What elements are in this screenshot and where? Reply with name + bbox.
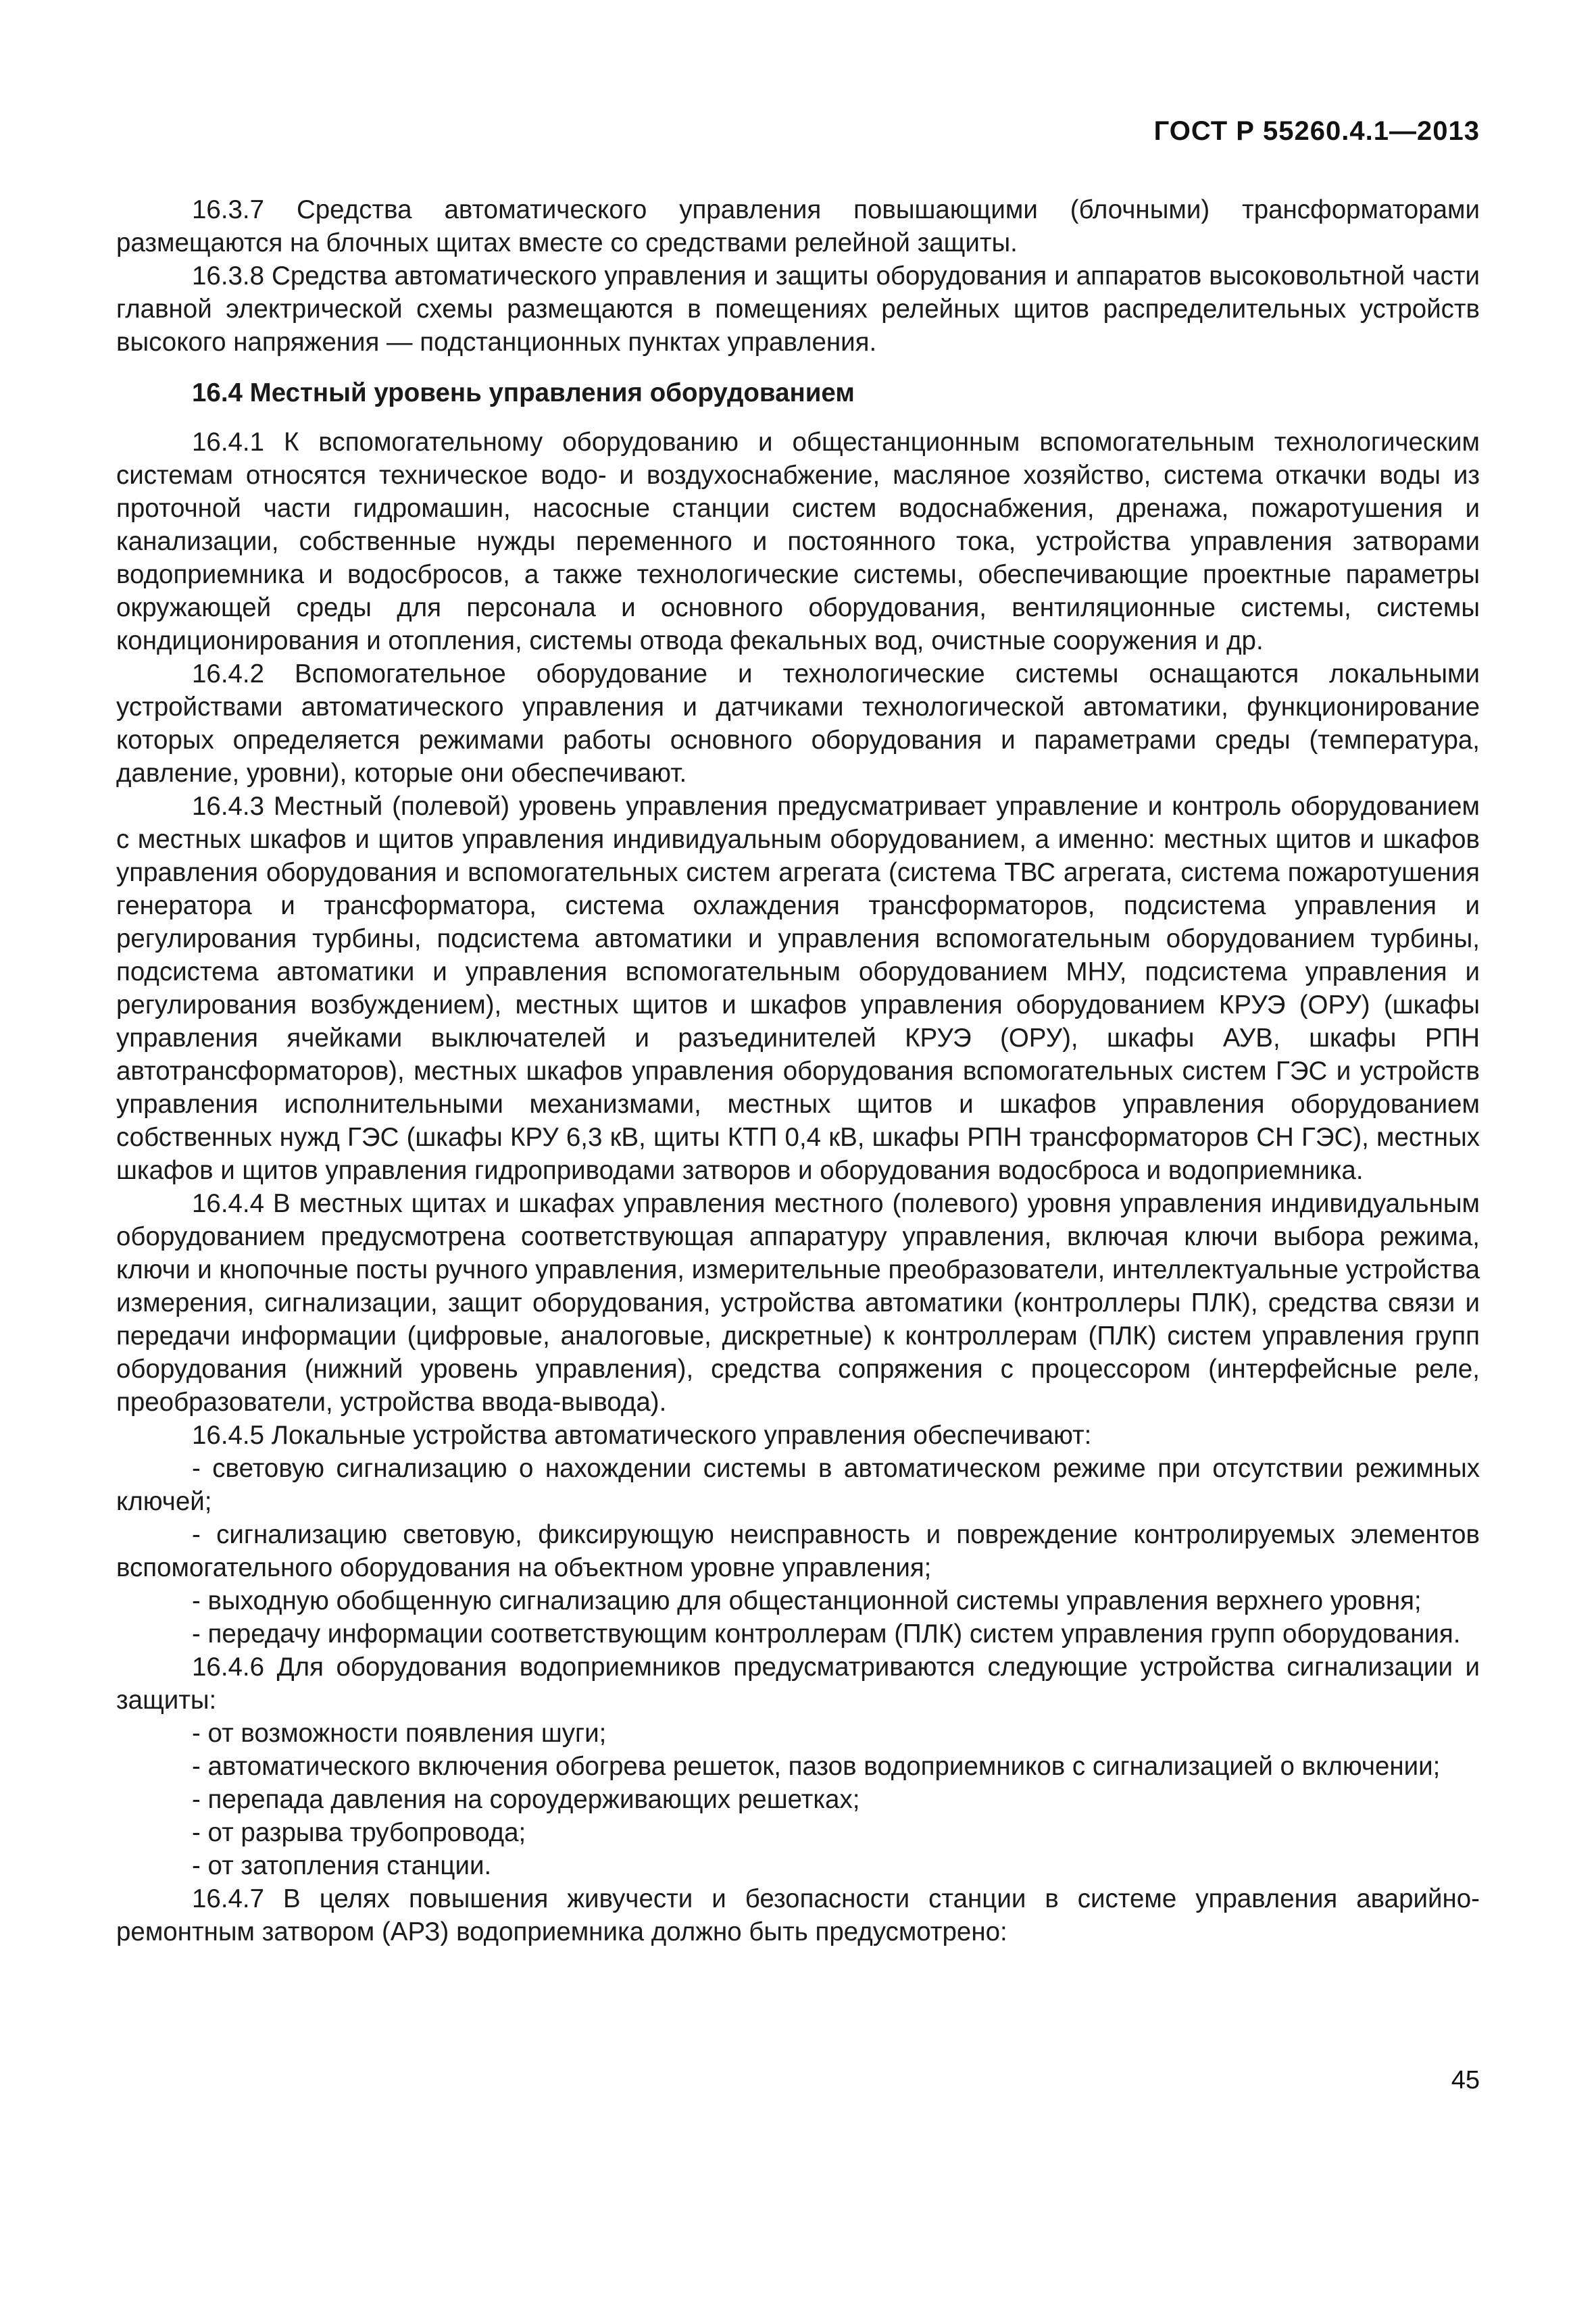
list-item: - от затопления станции. [192, 1851, 492, 1880]
list-item: - сигнализацию световую, фиксирующую неисправность и повреждение контролируемых элементов вспомогательного оборудования на объектном уровне управления; [116, 1520, 1480, 1582]
paragraph-16-3-7: 16.3.7 Средства автоматического управления повышающими (блочными) трансформаторами размещаются на блочных щитах вместе со средствами релейной защиты. [116, 195, 1480, 257]
page-number: 45 [1451, 2066, 1480, 2094]
document-standard-number: ГОСТ Р 55260.4.1—2013 [1153, 116, 1480, 146]
list-item: - от разрыва трубопровода; [192, 1818, 526, 1847]
paragraph-16-4-6: 16.4.6 Для оборудования водоприемников предусматриваются следующие устройства сигнализации и защиты: [116, 1653, 1480, 1715]
paragraph-16-4-7: 16.4.7 В целях повышения живучести и безопасности станции в системе управления аварийно-ремонтным затвором (АРЗ) водоприемника должно быть предусмотрено: [116, 1884, 1480, 1946]
paragraph-16-4-5: 16.4.5 Локальные устройства автоматического управления обеспечивают: [192, 1421, 1092, 1450]
list-item: - перепада давления на сороудерживающих решетках; [192, 1785, 860, 1814]
list-item: - световую сигнализацию о нахождении системы в автоматическом режиме при отсутствии режимных ключей; [116, 1454, 1480, 1516]
list-item: - от возможности появления шуги; [192, 1719, 607, 1748]
list-item: - выходную обобщенную сигнализацию для общестанционной системы управления верхнего уровня; [192, 1586, 1422, 1615]
document-body [116, 193, 1480, 1948]
paragraph-16-4-2: 16.4.2 Вспомогательное оборудование и технологические системы оснащаются локальными устройствами автоматического управления и датчиками технологической автоматики, функционирование которых определяется режимами работы основного оборудования и параметрами среды (температура, давление, уровни), которые они обеспечивают. [116, 659, 1480, 788]
list-item: - передачу информации соответствующим контроллерам (ПЛК) систем управления групп оборудования. [192, 1619, 1461, 1649]
paragraph-16-3-8: 16.3.8 Средства автоматического управления и защиты оборудования и аппаратов высоковольтной части главной электрической схемы размещаются в помещениях релейных щитов распределительных устройств высокого напряжения — подстанционных пунктах управления. [116, 261, 1480, 357]
list-item: - автоматического включения обогрева решеток, пазов водоприемников с сигнализацией о включении; [192, 1752, 1441, 1781]
paragraph-16-4-4: 16.4.4 В местных щитах и шкафах управления местного (полевого) уровня управления индивидуальным оборудованием предусмотрена соответствующая аппаратуру управления, включая ключи выбора режима, ключи и кнопочные посты ручного управления, измерительные преобразователи, интеллектуальные устройства измерения, сигнализации, защит оборудования, устройства автоматики (контроллеры ПЛК), средства связи и передачи информации (цифровые, аналоговые, дискретные) к контроллерам (ПЛК) систем управления групп оборудования (нижний уровень управления), средства сопряжения с процессором (интерфейсные реле, преобразователи, устройства ввода-вывода). [116, 1189, 1480, 1417]
paragraph-16-4-3: 16.4.3 Местный (полевой) уровень управления предусматривает управление и контроль оборудованием с местных шкафов и щитов управления индивидуальным оборудованием, а именно: местных щитов и шкафов управления оборудования и вспомогательных систем агрегата (система ТВС агрегата, система пожаротушения генератора и трансформатора, система охлаждения трансформаторов, подсистема управления и регулирования турбины, подсистема автоматики и управления вспомогательным оборудованием турбины, подсистема автоматики и управления вспомогательным оборудованием МНУ, подсистема управления и регулирования возбуждением), местных щитов и шкафов управления оборудованием КРУЭ (ОРУ) (шкафы управления ячейками выключателей и разъединителей КРУЭ (ОРУ), шкафы АУВ, шкафы РПН автотрансформаторов), местных шкафов управления оборудования вспомогательных систем ГЭС и устройств управления исполнительными механизмами, местных щитов и шкафов управления оборудованием собственных нужд ГЭС (шкафы КРУ 6,3 кВ, щиты КТП 0,4 кВ, шкафы РПН трансформаторов СН ГЭС), местных шкафов и щитов управления гидроприводами затворов и оборудования водосброса и водоприемника. [116, 792, 1480, 1185]
section-heading-16-4: 16.4 Местный уровень управления оборудованием [192, 378, 855, 407]
paragraph-16-4-1: 16.4.1 К вспомогательному оборудованию и общестанционным вспомогательным технологическим системам относятся техническое водо- и воздухоснабжение, масляное хозяйство, система откачки воды из проточной части гидромашин, насосные станции систем водоснабжения, дренажа, пожаротушения и канализации, собственные нужды переменного и постоянного тока, устройства управления затворами водоприемника и водосбросов, а также технологические системы, обеспечивающие проектные параметры окружающей среды для персонала и основного оборудования, вентиляционные системы, системы кондиционирования и отопления, системы отвода фекальных вод, очистные сооружения и др. [116, 428, 1480, 655]
